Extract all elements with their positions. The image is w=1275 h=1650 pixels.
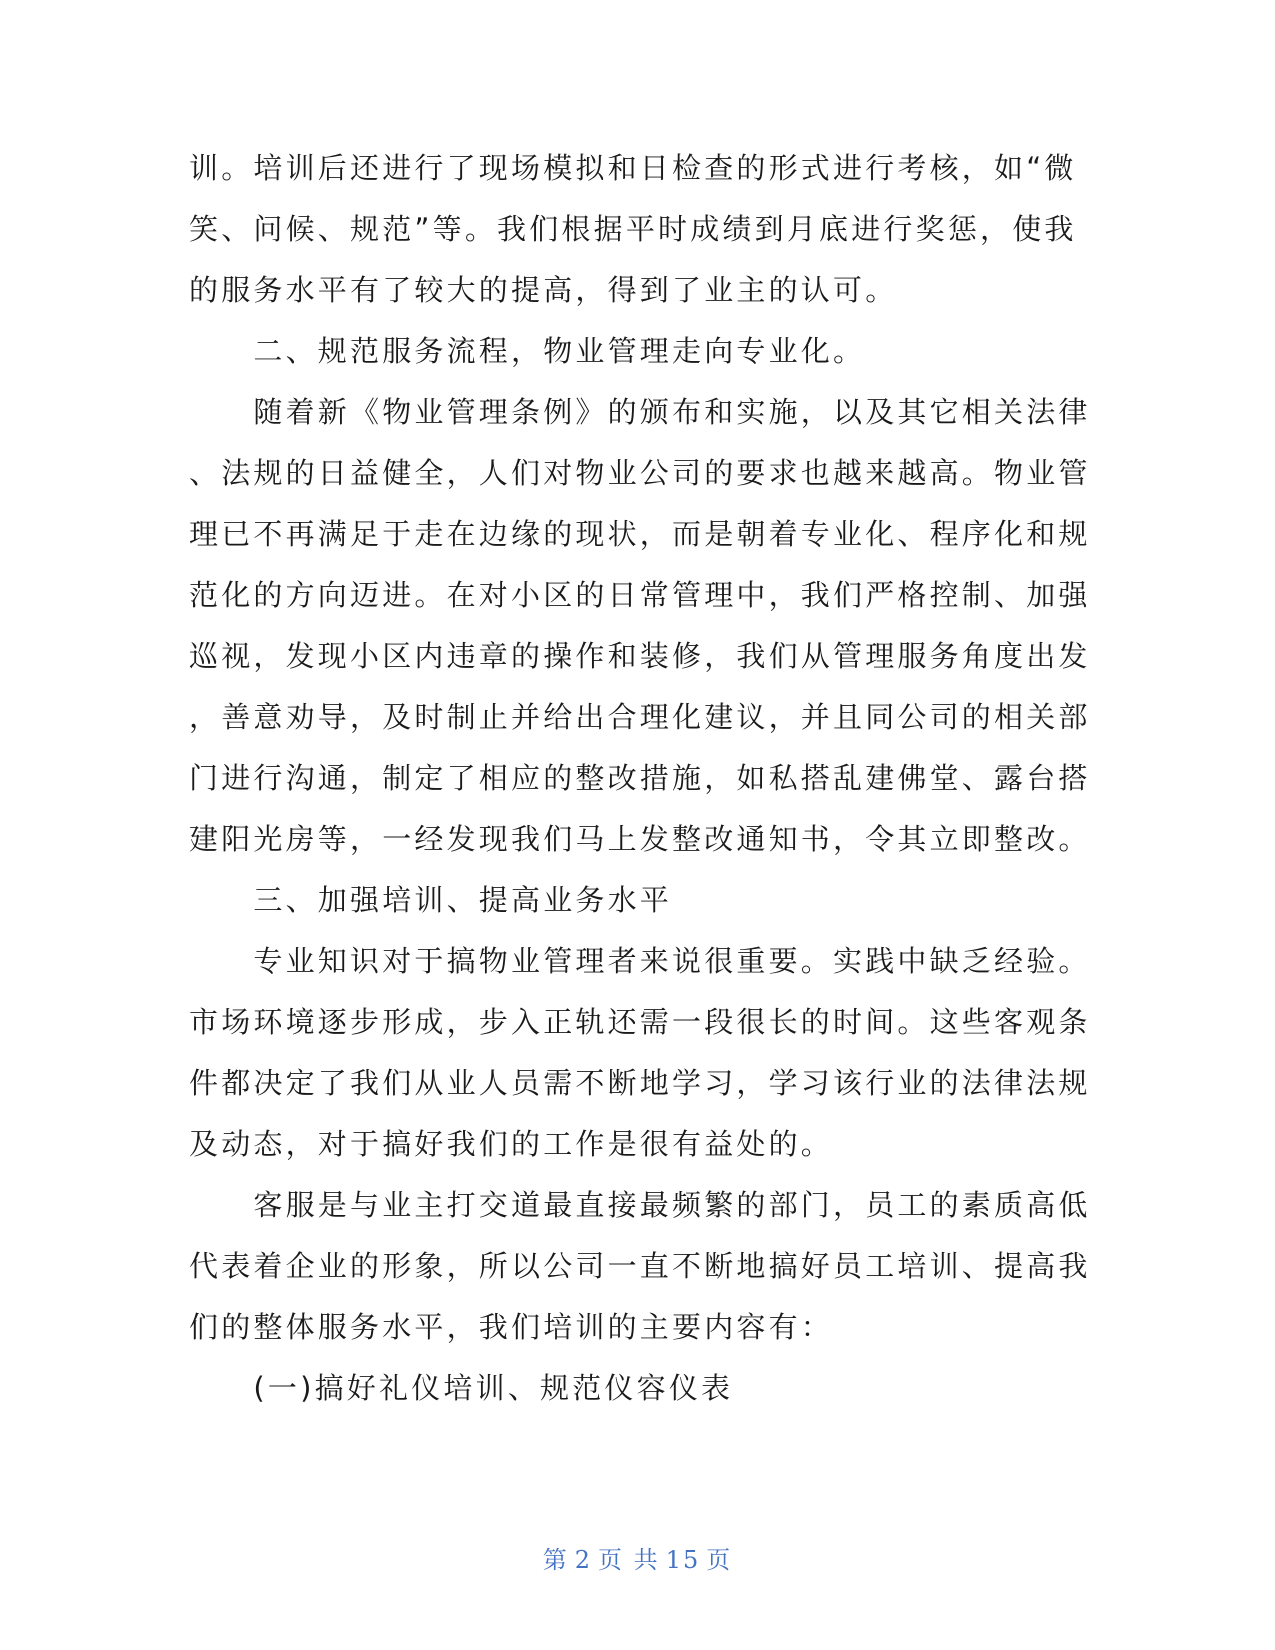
body-text (189, 138, 1091, 1419)
text-line-5: 随着新《物业管理条例》的颁布和实施，以及其它相关法律 (189, 395, 1091, 429)
text-line-12: 建阳光房等，一经发现我们马上发整改通知书，令其立即整改。 (189, 822, 1091, 856)
text-line-19: 代表着企业的形象，所以公司一直不断地搞好员工培训、提高我 (189, 1249, 1091, 1283)
text-line-16: 件都决定了我们从业人员需不断地学习，学习该行业的法律法规 (189, 1066, 1091, 1100)
text-line-10: ，善意劝导，及时制止并给出合理化建议，并且同公司的相关部 (189, 700, 1091, 734)
text-line-14: 专业知识对于搞物业管理者来说很重要。实践中缺乏经验。 (189, 944, 1091, 978)
page-footer (0, 1540, 1275, 1575)
section-heading-3: 三、加强培训、提高业务水平 (189, 883, 673, 917)
subsection-heading-1: (一)搞好礼仪培训、规范仪容仪表 (189, 1371, 734, 1405)
text-line-11: 门进行沟通，制定了相应的整改措施，如私搭乱建佛堂、露台搭 (189, 761, 1091, 795)
text-line-18: 客服是与业主打交道最直接最频繁的部门，员工的素质高低 (189, 1188, 1091, 1222)
footer-current-page: 2 (574, 1546, 593, 1574)
text-line-6: 、法规的日益健全，人们对物业公司的要求也越来越高。物业管 (189, 456, 1091, 490)
footer-prefix: 第 (542, 1546, 569, 1574)
text-line-20: 们的整体服务水平，我们培训的主要内容有： (189, 1310, 834, 1344)
text-line-3: 的服务水平有了较大的提高，得到了业主的认可。 (189, 273, 898, 307)
footer-total-pages: 15 (665, 1546, 701, 1574)
text-line-9: 巡视，发现小区内违章的操作和装修，我们从管理服务角度出发 (189, 639, 1091, 673)
text-line-1: 训。培训后还进行了现场模拟和日检查的形式进行考核，如“微 (189, 151, 1077, 185)
section-heading-2: 二、规范服务流程，物业管理走向专业化。 (189, 334, 866, 368)
text-line-8: 范化的方向迈进。在对小区的日常管理中，我们严格控制、加强 (189, 578, 1091, 612)
text-line-17: 及动态，对于搞好我们的工作是很有益处的。 (189, 1127, 834, 1161)
footer-suffix: 页 (706, 1546, 733, 1574)
text-line-2: 笑、问候、规范”等。我们根据平时成绩到月底进行奖惩，使我 (189, 212, 1077, 246)
text-line-7: 理已不再满足于走在边缘的现状，而是朝着专业化、程序化和规 (189, 517, 1091, 551)
footer-middle: 页 共 (598, 1546, 660, 1574)
text-line-15: 市场环境逐步形成，步入正轨还需一段很长的时间。这些客观条 (189, 1005, 1091, 1039)
